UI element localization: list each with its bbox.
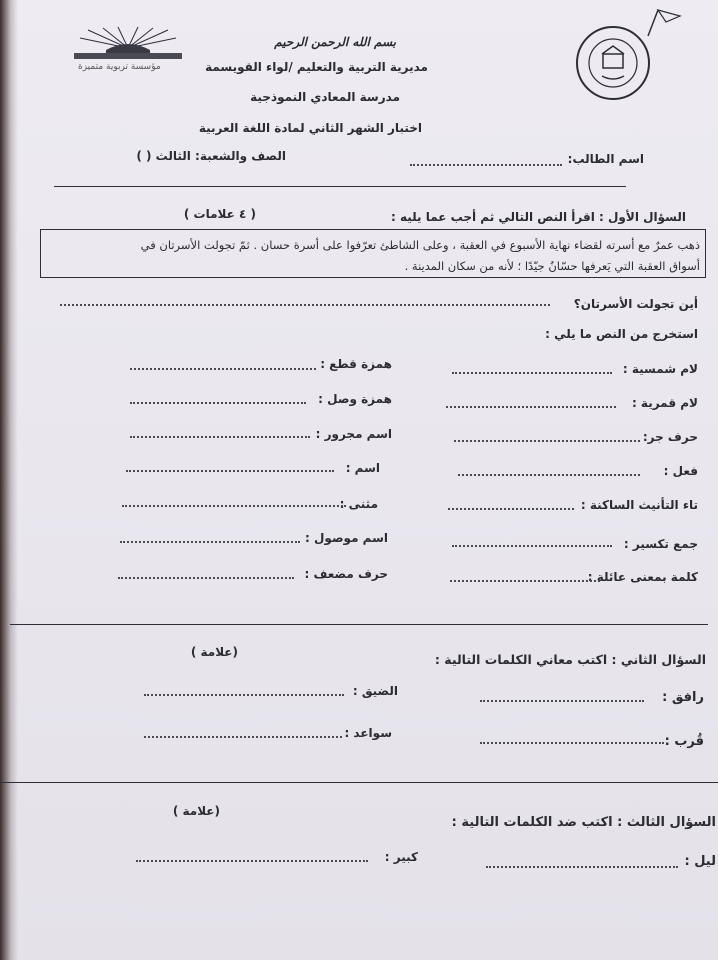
passage-line-1: ذهب عمرٌ مع أسرته لقضاء نهاية الأسبوع في العقبة ، وعلى الشاطئ تعرّفوا على أسرة حسان . ثمّ تجولت الأسرتان في [140, 238, 700, 252]
q1-left-item: اسم : [345, 461, 380, 475]
q2-right-field[interactable] [480, 700, 644, 702]
q1-divider [10, 624, 708, 625]
q2-left-field[interactable] [144, 736, 342, 738]
directorate: مديرية التربية والتعليم /لواء القويسمة [205, 60, 428, 74]
q1-right-item: جمع تكسير : [623, 537, 698, 551]
exam-title: اختبار الشهر الثاني لمادة اللغة العربية [198, 121, 422, 135]
header-divider [54, 186, 626, 187]
student-name-label: اسم الطالب: [567, 152, 644, 166]
question-where: أين تجولت الأسرتان؟ [573, 297, 698, 311]
q2-left-item: سواعد : [344, 726, 392, 740]
q1-left-item: مثنى : [339, 497, 378, 511]
q2-title: السؤال الثاني : اكتب معاني الكلمات التالية : [434, 652, 706, 667]
class-label: الصف والشعبة: الثالث ( ) [136, 149, 286, 163]
extract-label: استخرج من النص ما يلي : [545, 327, 698, 341]
logo-caption: مؤسسة تربوية متميزة [78, 62, 161, 72]
q1-left-item: اسم مجرور : [315, 427, 392, 441]
q2-left-item: الضيق : [352, 684, 398, 698]
q1-right-item: تاء التأنيث الساكنة : [580, 498, 698, 512]
student-name-field[interactable] [410, 164, 562, 166]
q2-divider [0, 782, 718, 783]
q3-title: السؤال الثالث : اكتب ضد الكلمات التالية : [451, 815, 716, 830]
q1-left-item: اسم موصول : [305, 531, 388, 545]
q1-left-field[interactable] [130, 402, 306, 404]
q1-left-field[interactable] [126, 470, 334, 472]
q1-right-item: لام قمرية : [631, 396, 698, 410]
q1-left-field[interactable] [118, 577, 294, 579]
q1-right-field[interactable] [458, 474, 640, 476]
q3-right-field[interactable] [486, 866, 678, 868]
q1-right-field[interactable] [450, 580, 600, 582]
page-edge-shadow [0, 0, 18, 960]
q1-marks: ( ٤ علامات ) [183, 207, 256, 221]
passage-line-2: أسواق العقبة التي يَعرفها حسّانُ جيّدًا ؛ لأنه من سكان المدينة . [404, 259, 700, 273]
school-name: مدرسة المعادي النموذجية [250, 90, 400, 104]
q1-left-item: حرف مضعف : [304, 567, 388, 581]
q1-right-field[interactable] [452, 545, 612, 547]
q1-right-item: فعل : [663, 464, 698, 478]
q1-left-field[interactable] [130, 436, 310, 438]
q1-right-field[interactable] [446, 406, 616, 408]
q1-right-field[interactable] [448, 508, 574, 510]
ministry-seal [572, 22, 654, 104]
q3-right-item: ليل : [684, 854, 716, 869]
q2-right-field[interactable] [480, 742, 664, 744]
q1-right-field[interactable] [452, 372, 612, 374]
q3-marks: (علامة ) [172, 804, 220, 818]
q1-left-item: همزة وصل : [318, 392, 392, 406]
q1-left-field[interactable] [122, 505, 346, 507]
q3-left-item: كبير : [384, 850, 418, 864]
q2-left-field[interactable] [144, 694, 344, 696]
q1-left-item: همزة قطع : [320, 357, 392, 371]
basmala: بسم الله الرحمن الرحيم [274, 35, 396, 49]
q1-right-item: لام شمسية : [622, 362, 698, 376]
q3-left-field[interactable] [136, 860, 368, 862]
q2-right-item: رافق : [662, 690, 704, 705]
q1-right-item: حرف جر: [642, 430, 698, 444]
q2-right-item: قُرب : [664, 734, 704, 749]
q1-right-item: كلمة بمعنى عائلة : [587, 570, 698, 584]
flag-icon [644, 8, 684, 38]
q1-title: السؤال الأول : اقرأ النص التالي ثم أجب عما يليه : [391, 210, 686, 224]
q1-left-field[interactable] [120, 541, 300, 543]
q1-left-field[interactable] [130, 368, 316, 370]
answer-where-field[interactable] [60, 304, 550, 306]
q1-right-field[interactable] [454, 440, 640, 442]
q2-marks: (علامة ) [190, 645, 238, 659]
